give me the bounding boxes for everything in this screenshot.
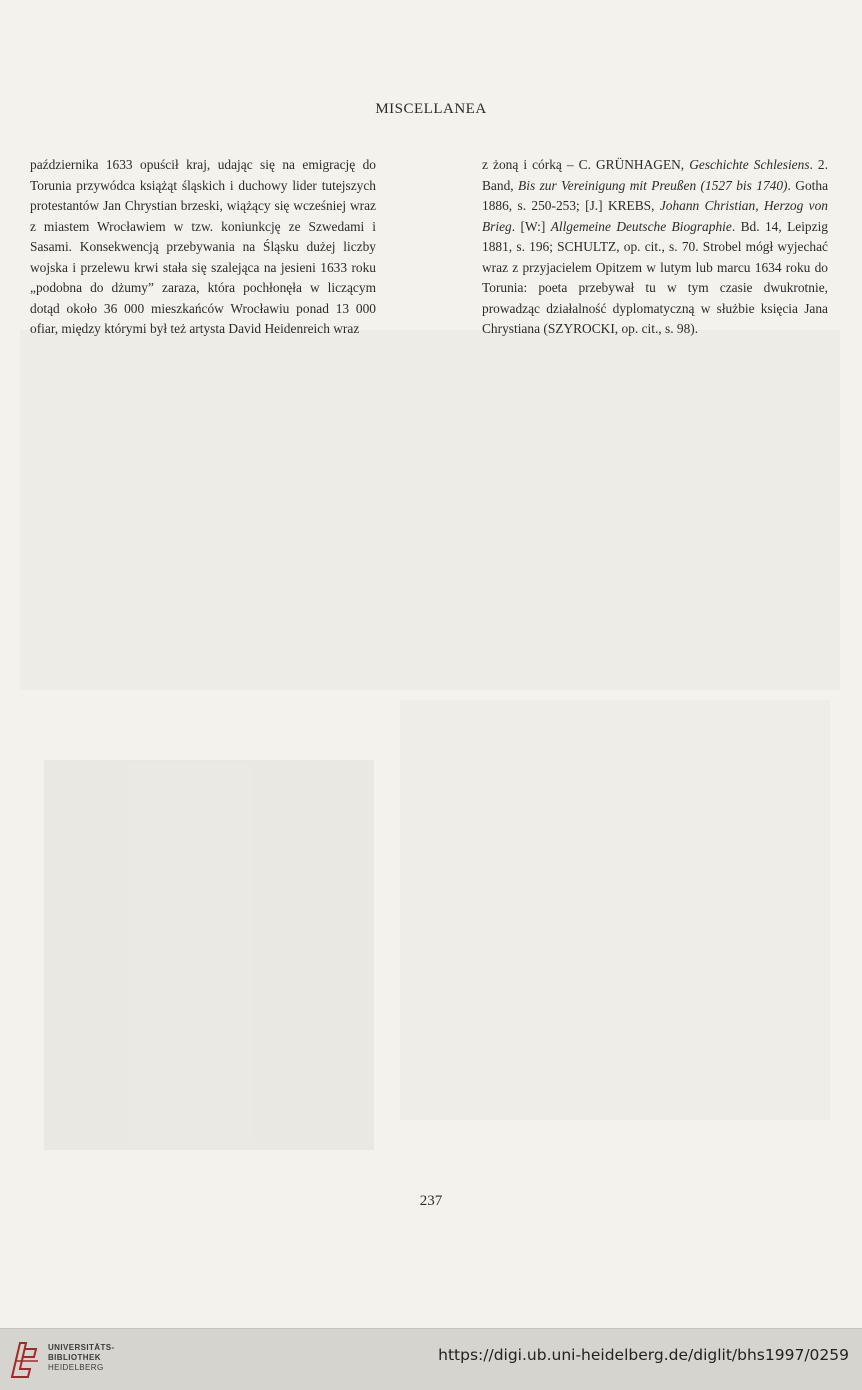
running-head: MISCELLANEA: [375, 101, 487, 117]
footnote-title-italic: Bis zur Vereinigung mit Preußen (1527 bis 1740): [518, 177, 788, 193]
viewer-footer-bar: [0, 1328, 862, 1390]
institution-line: UNIVERSITÄTS-: [48, 1343, 115, 1352]
university-library-logo-icon[interactable]: [8, 1337, 42, 1381]
bleed-through-shadow: [400, 700, 830, 1120]
footnote-text: . [W:]: [511, 218, 551, 234]
institution-name: [48, 1343, 115, 1373]
footnote-title-italic: Allgemeine Deutsche Biographie: [550, 218, 732, 234]
footnote-title-italic: Johann Christian, Herzog von Brieg: [482, 198, 829, 234]
institution-line: BIBLIOTHEK: [48, 1353, 101, 1362]
footnote-title-italic: Geschichte Schlesiens: [689, 157, 810, 172]
institution-line: HEIDELBERG: [48, 1363, 104, 1372]
footnote-text: . Bd. 14, Leipzig 1881, s. 196; SCHULTZ, op. cit., s. 70. Strobel mógł wyjechać wraz z przyjacielem Opitzem w lutym lub marcu 1634 roku do Torunia: poeta przebywał tu w tym czasie dwukrotnie, prowadząc działalność dyplomatyczną w służbie księcia Jana Chrystiana (SZYROCKI, op. cit., s. 98).: [482, 218, 828, 336]
bleed-through-shadow: [20, 330, 840, 690]
page-number: 237: [419, 1193, 443, 1209]
footnote-text: z żoną i córką – C. GRÜNHAGEN,: [482, 157, 690, 172]
permalink-url[interactable]: https://digi.ub.uni-heidelberg.de/diglit/bhs1997/0259: [438, 1346, 849, 1364]
bleed-through-shadow: [44, 760, 374, 1150]
footnote-text: . Gotha 1886, s. 250-253; [J.] KREBS,: [482, 177, 829, 213]
footnote-text: . 2. Band,: [482, 157, 828, 193]
left-column-text: [30, 155, 376, 340]
right-column-paragraph: [482, 155, 828, 340]
right-column-footnote: [482, 155, 828, 340]
left-column-paragraph: października 1633 opuścił kraj, udając się na emigrację do Torunia przywódca książąt śląskich i duchowy lider tutejszych protestantów Jan Chrystian brzeski, wiążący się wcześniej wraz z miastem Wrocławiem w tzw. koniunkcję ze Szwedami i Sasami. Konsekwencją przebywania na Śląsku dużej liczby wojska i przelewu krwi stała się szalejąca na jesieni 1633 roku „podobna do dżumy” zaraza, która pochłonęła w liczącym dotąd około 36 000 mieszkańców Wrocławiu ponad 13 000 ofiar, między którymi był też artysta David Heidenreich wraz: [30, 157, 376, 336]
